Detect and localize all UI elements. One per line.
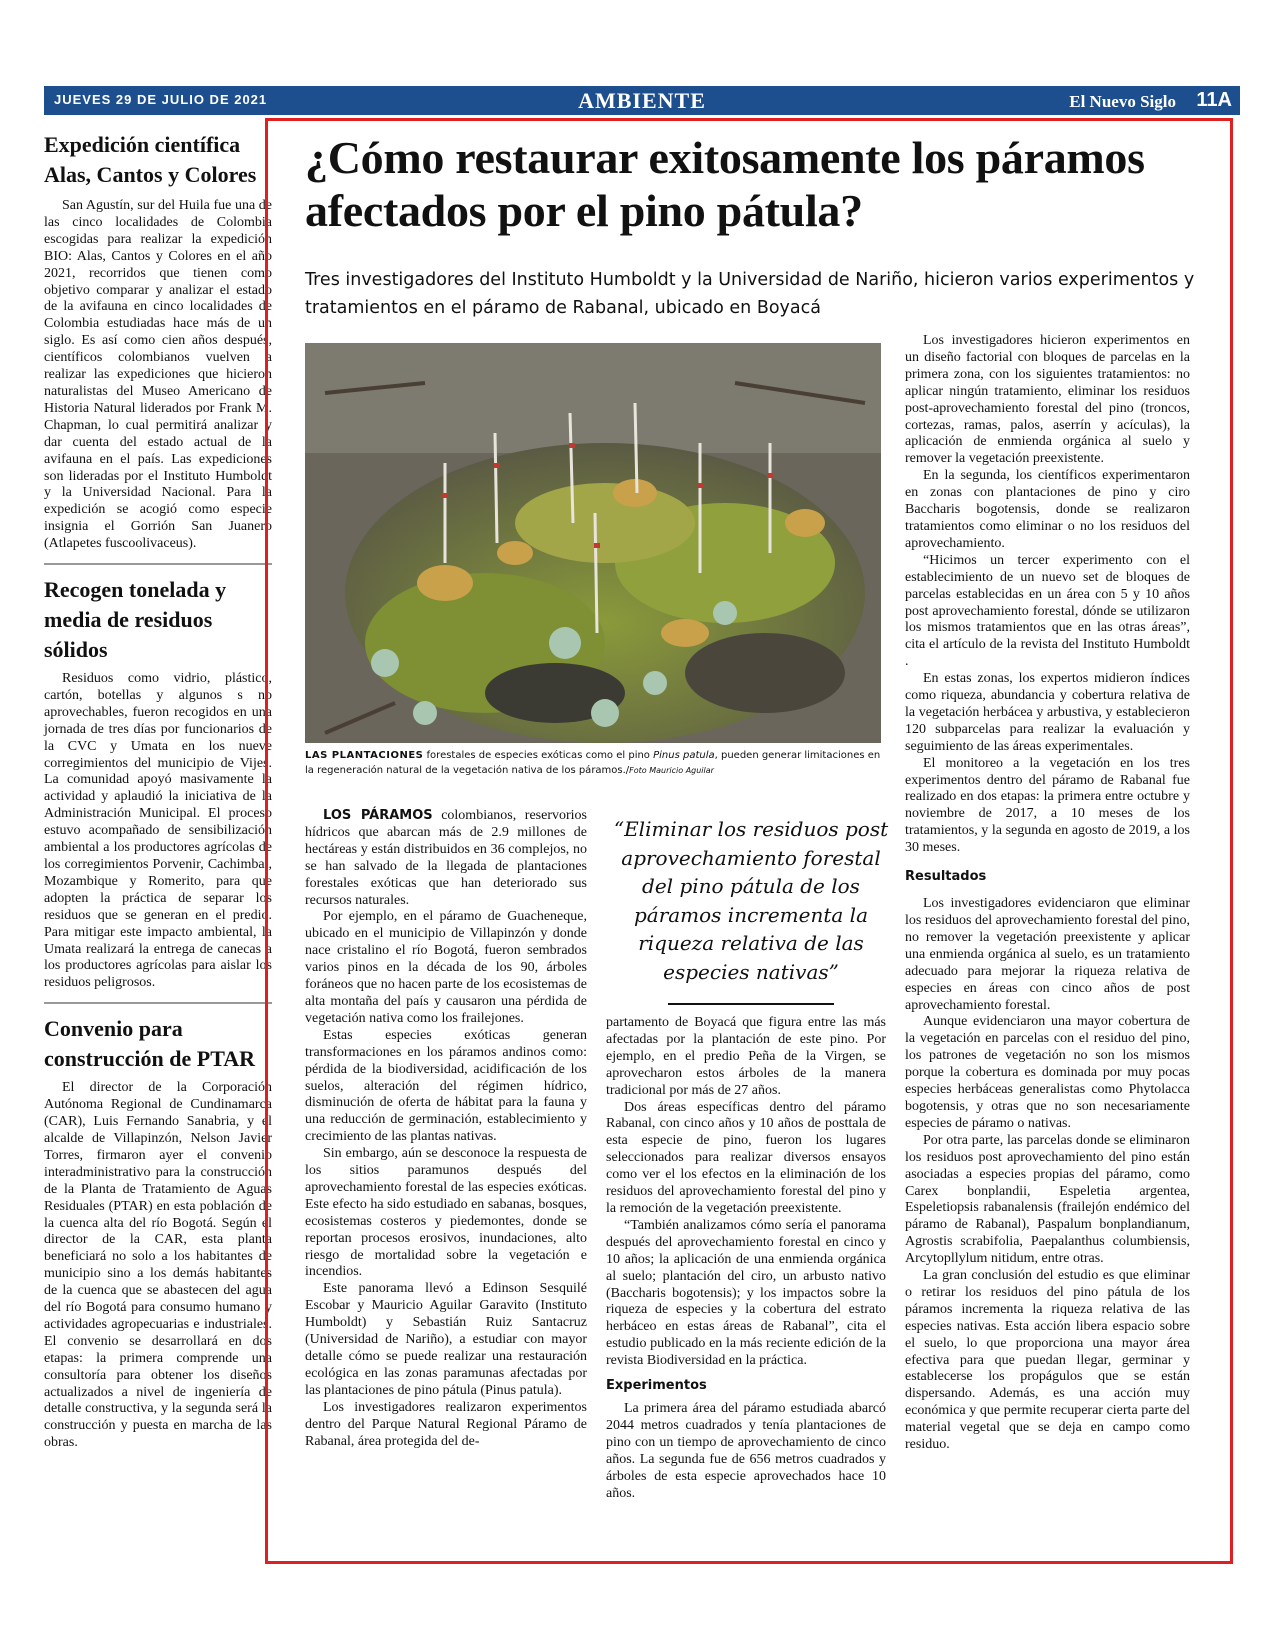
- article-paragraph: Por otra parte, las parcelas donde se eliminaron los residuos post aprovechamiento del pino están asociadas a especies propias del páramo, como Carex bonplandii, Espeletia argentea, Espeletiopsis rabanalensis (frailejón endémico del páramo de Rabanal), Paspalum bonplandianum, Agrostis scrabifolia, Paepalanthus columbiensis, Arcytopllylum nitidum, entre otras.: [905, 1132, 1190, 1267]
- section-heading-experimentos: Experimentos: [606, 1378, 707, 1394]
- article-subtitle: Tres investigadores del Instituto Humboldt y la Universidad de Nariño, hicieron varios experimentos y tratamientos en el páramo de Rabanal, ubicado en Boyacá: [305, 270, 1195, 318]
- article-photo: [305, 343, 881, 743]
- header-date: JUEVES 29 DE JULIO DE 2021: [54, 92, 268, 107]
- article-paragraph: La gran conclusión del estudio es que eliminar o retirar los residuos del pino pátula de los páramos incrementa la riqueza relativa de las especies nativas. Esta acción libera espacio sobre el suelo, lo que proporciona una mayor área efectiva para que puedan llegar, germinar y establecerse los propágulos que se están dispersando. Además, es una acción muy económica y que permite recuperar cierta parte del material vegetal que se deja en campo como residuo.: [905, 1268, 1190, 1453]
- page-header: [44, 86, 1240, 115]
- sidebar: [44, 130, 272, 1452]
- section-heading-resultados: Resultados: [905, 869, 987, 885]
- article-lead-caps: LOS PÁRAMOS: [323, 808, 433, 823]
- article-column-2: [606, 1015, 886, 1502]
- photo-caption: [305, 748, 885, 778]
- header-section: AMBIENTE: [578, 88, 706, 113]
- article-column-1: [305, 808, 587, 1450]
- caption-text2: , pueden generar limitaciones en la regeneración natural de la vegetación nativa de los páramos./: [305, 750, 881, 776]
- article-paragraph: En la segunda, los científicos experimentaron en zonas con plantaciones de pino y ciro Baccharis bogotensis, donde se realizaron tratamientos como eliminar o no los residuos del aprovechamiento.: [905, 468, 1190, 551]
- caption-credit: Foto Mauricio Aguilar: [629, 766, 714, 775]
- caption-lead: LAS PLANTACIONES: [305, 750, 424, 761]
- article-paragraph: La primera área del páramo estudiada abarcó 2044 metros cuadrados y tenía plantaciones de pino con un tiempo de aprovechamiento de cinco años. La segunda fue de 656 metros cuadrados y árboles de esta especie aprovechados hace 10 años.: [606, 1401, 886, 1501]
- sidebar-story2-body: Residuos como vidrio, plástico, cartón, botellas y algunos s no aprovechables, fueron recogidos en una jornada de tres días por funcionarios de la CVC y Umata en los nueve corregimientos del municipio de Vijes. La comunidad apoyó masivamente la actividad y aplaudió la iniciativa de la Administración Municipal. El proceso estuvo acompañado de sensibilización ambiental a los productores agrícolas de los corregimientos Porvenir, Cachimbal, Mozambique y Romerito, para que adopten la práctica de separar los residuos que se generan en el predio. Para mitigar este impacto ambiental, la Umata realizará la entrega de canecas a los productores agrícolas para aislar los residuos peligrosos.: [44, 671, 272, 991]
- article-lead-paragraph: [305, 808, 587, 909]
- sidebar-story2-title: Recogen tonelada y media de residuos sólidos: [44, 577, 227, 663]
- article-paragraph: partamento de Boyacá que figura entre las más afectadas por la plantación de este pino. Por ejemplo, en el predio Peña de la Virgen, se aprovecharon estos árboles de la manera tradicional por más de 27 años.: [606, 1015, 886, 1098]
- article-paragraph: En estas zonas, los expertos midieron índices como riqueza, abundancia y cobertura relativa de la vegetación herbácea y arbustiva, y establecieron 120 subparcelas para realizar la evaluación y seguimiento de las áreas experimentales.: [905, 671, 1190, 754]
- article-paragraph: Dos áreas específicas dentro del páramo Rabanal, con cinco años y 10 años de posttala de esta especie de pino, fueron los lugares seleccionados para realizar diversos ensayos como ver el los efectos en la eliminación de los residuos del aprovechamiento forestal del pino y la remoción de la vegetación preexistente.: [606, 1099, 886, 1216]
- article-paragraph: Por ejemplo, en el páramo de Guacheneque, ubicado en el municipio de Villapinzón y donde nace cristalino el río Bogotá, fueron sembrados varios pinos en la década de los 90, árboles foráneos que no hacen parte de los ecosistemas de alta montaña del país y causaron una pérdida de vegetación nativa como los frailejones.: [305, 909, 587, 1026]
- article-paragraph: El monitoreo a la vegetación en los tres experimentos dentro del páramo de Rabanal fue realizado en dos etapas: la primera entre octubre y noviembre de 2017, a 10 meses de los tratamientos, y la segunda en agosto de 2019, a los 30 meses.: [905, 755, 1190, 856]
- pull-quote-rule: [668, 1003, 834, 1005]
- article-paragraph: “Hicimos un tercer experimento con el establecimiento de un nuevo set de bloques de parcelas establecidas en un área con 5 y 10 años post aprovechamiento forestal, dónde se utilizaron los mismos tratamientos que en las otras áreas”, cita el artículo de la revista del Instituto Humboldt .: [905, 552, 1190, 670]
- article-paragraph: Los investigadores evidenciaron que eliminar los residuos del aprovechamiento forestal del pino, no remover la vegetación preexistente y aplicar una enmienda orgánica al suelo, es un tratamiento adecuado para mejorar la riqueza relativa de especies en áreas con cinco años de post aprovechamiento forestal.: [905, 896, 1190, 1013]
- paramo-photo-illustration: [305, 343, 881, 743]
- article-lead-text: colombianos, reservorios hídricos que abarcan más de 2.9 millones de hectáreas y están distribuidos en 36 complejos, no se han salvado de la llegada de plantaciones forestales exóticas que han deteriorado sus recursos naturales.: [305, 808, 588, 908]
- sidebar-story1-title: Expedición científica Alas, Cantos y Colores: [44, 132, 257, 187]
- sidebar-divider: [44, 563, 272, 565]
- sidebar-story1-body: San Agustín, sur del Huila fue una de las cinco localidades de Colombia escogidas para realizar la expedición BIO: Alas, Cantos y Colores en el año 2021, recorridos que tienen como objetivo comparar y analizar el estado de la avifauna en cinco localidades de Colombia estudiadas hace más de un siglo. Es así como cien años después, científicos colombianos vuelven a realizar las expediciones que hicieron naturalistas del Museo Americano de Historia Natural liderados por Frank M. Chapman, lo cual permitirá analizar y dar cuenta del estado actual de la avifauna en el país. Las expediciones son lideradas por el Instituto Humboldt y la Universidad Nacional. Para la expedición se acogió como especie insignia el Gorrión San Juanero (Atlapetes fuscoolivaceus).: [44, 198, 272, 552]
- article-paragraph: Este panorama llevó a Edinson Sesquilé Escobar y Mauricio Aguilar Garavito (Instituto Humboldt) y Sebastián Ruiz Santacruz (Universidad de Nariño), a estudiar con mayor detalle cómo se puede realizar una restauración ecológica en las zonas paramunas afectadas por las plantaciones de pino pátula (Pinus patula).: [305, 1281, 587, 1398]
- sidebar-story3-title: Convenio para construcción de PTAR: [44, 1016, 256, 1072]
- article-title: ¿Cómo restaurar exitosamente los páramos afectados por el pino pátula?: [305, 132, 1145, 236]
- header-page-number: 11A: [1196, 89, 1232, 111]
- article-paragraph: Sin embargo, aún se desconoce la respuesta de los sitios paramunos después del aprovechamiento forestal de las especies exóticas. Este efecto ha sido estudiado en sabanas, bosques, ecosistemas costeros y piedemontes, donde se reportan procesos erosivos, inundaciones, alto riesgo de mortalidad sobre la vegetación e incendios.: [305, 1146, 587, 1280]
- pull-quote: “Eliminar los residuos post aprovechamiento forestal del pino pátula de los páramos incrementa la riqueza relativa de las especies nativas”: [613, 817, 889, 984]
- article-paragraph: “También analizamos cómo sería el panorama después del aprovechamiento forestal en cinco y 10 años; la aplicación de una enmienda orgánica al suelo; plantación del ciro, un arbusto nativo (Baccharis bogotensis); y los impactos sobre la riqueza de especies y la cobertura del estrato herbáceo en estas áreas de Rabanal”, cita el estudio publicado en la más reciente edición de la revista Biodiversidad en la práctica.: [606, 1217, 886, 1369]
- article-paragraph: Estas especies exóticas generan transformaciones en los páramos andinos como: pérdida de la biodiversidad, acidificación de los suelos, alteración del régimen hídrico, disminución de oferta de hábitat para la fauna y una reducción de germinación, establecimiento y crecimiento de las plantas nativas.: [305, 1027, 587, 1145]
- article-paragraph: Aunque evidenciaron una mayor cobertura de la vegetación en parcelas con el residuo del pino, los patrones de vegetación no son los mismos porque la cobertura es dominada por muy pocas especies herbáceas generalistas como Phytolacca bogotensis, y otras que no son necesariamente especies de páramo o nativas.: [905, 1014, 1190, 1131]
- article-paragraph: Los investigadores realizaron experimentos dentro del Parque Natural Regional Páramo de Rabanal, área protegida del de-: [305, 1399, 587, 1449]
- sidebar-story3-body: El director de la Corporación Autónoma Regional de Cundinamarca (CAR), Luis Fernando Sanabria, y el alcalde de Villapinzón, Nelson Javier Torres, firmaron ayer el convenio interadministrativo para la construcción de la Planta de Tratamiento de Aguas Residuales (PTAR) en esta población de la cuenca alta del río Bogotá. Según el director de la CAR, esta planta beneficiará no solo a los habitantes de municipio sino a los demás habitantes de la cuenca que se abastecen del agua del río Bogotá para consumo humano y actividades agropecuarias e industriales. El convenio se desarrollará en dos etapas: la primera comprende una consultoría para obtener los diseños actualizados a nivel de ingeniería de detalle constructiva, y la segunda será la construcción y puesta en marcha de las obras.: [44, 1080, 272, 1451]
- caption-text: forestales de especies exóticas como el pino: [423, 750, 654, 761]
- sidebar-divider: [44, 1002, 272, 1004]
- header-newspaper: El Nuevo Siglo: [1069, 92, 1176, 111]
- caption-species: Pinus patula: [653, 750, 715, 761]
- article-column-3: [905, 333, 1190, 1454]
- article-paragraph: Los investigadores hicieron experimentos en un diseño factorial con bloques de parcelas en la primera zona, con los siguientes tratamientos: no aplicar ningún tratamiento, eliminar los residuos post-aprovechamiento forestal del pino (troncos, cortezas, ramas, palos, aserrín y acículas), la aplicación de enmienda orgánica al suelo y remover la vegetación preexistente.: [905, 333, 1190, 467]
